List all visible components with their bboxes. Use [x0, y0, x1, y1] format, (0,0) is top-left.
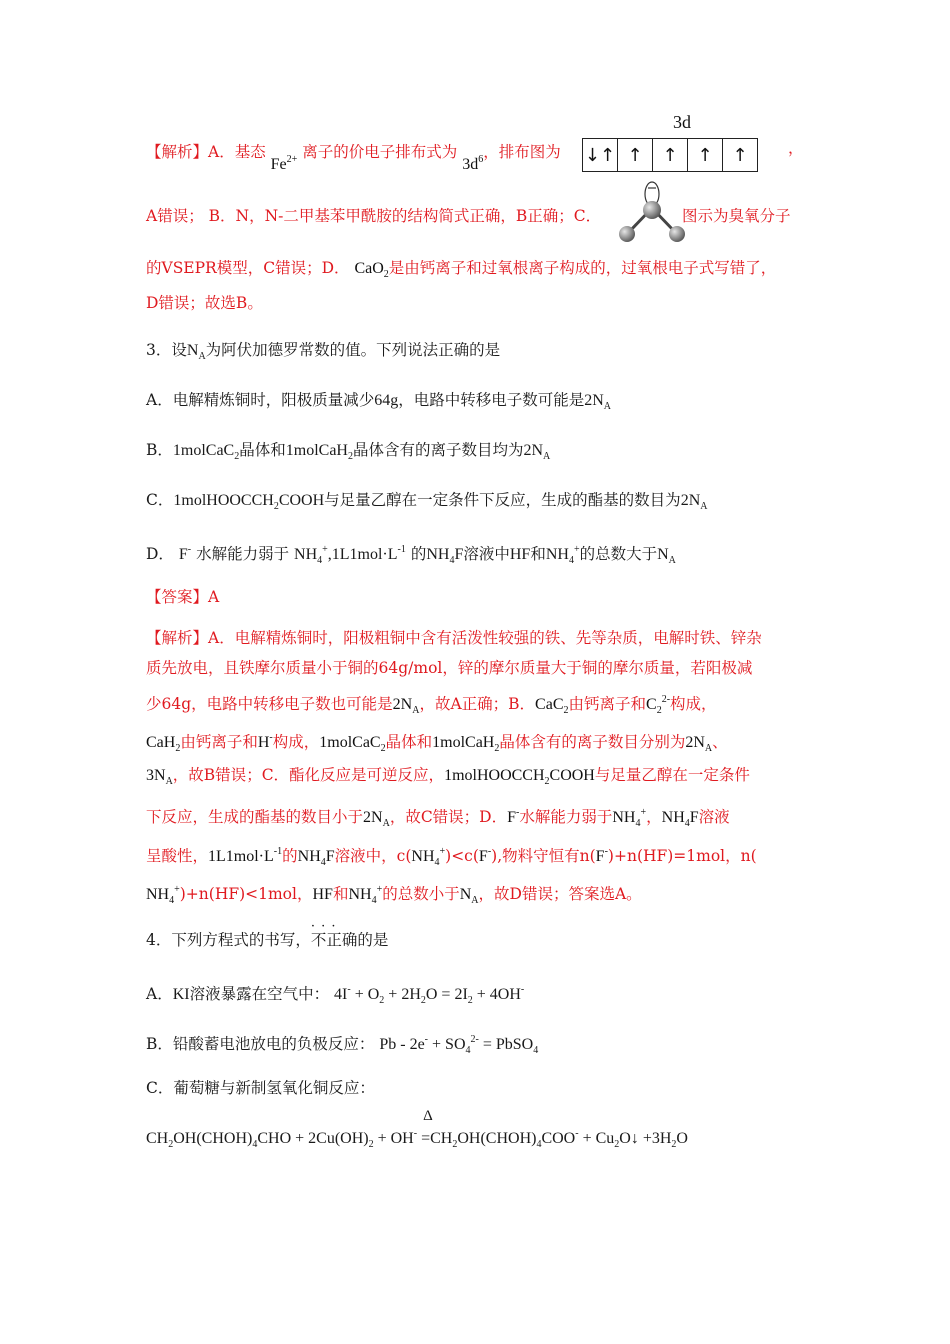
analysis-q2-line1: 【解析】A．基态 $Fe^{2+}$ 离子的价电子排布式为 $3d^6$，排布图为 ， [146, 139, 804, 173]
analysis-q3-line6: 下反应，生成的酯基的数目小于$2N_A$，故C错误；D．F-水解能力弱于$NH_4^+$，$NH_4F$溶液 [146, 807, 730, 829]
analysis-q3-line2: 质先放电，且铁摩尔质量小于铜的64g/mol，锌的摩尔质量大于铜的摩尔质量，若阳极减 [146, 659, 753, 677]
q3-answer: 【答案】A [146, 588, 220, 606]
orbital-cell: ↑ [732, 144, 748, 166]
q3-option-a: A．电解精炼铜时，阳极质量减少64g，电路中转移电子数可能是$2N_A$ [146, 391, 612, 412]
q4-option-c: C．葡萄糖与新制氢氧化铜反应： [146, 1079, 375, 1097]
q3-option-c: C．1molHOOCCH$_2$COOH与足量乙醇在一定条件下反应，生成的酯基的数目为$2N_A$ [146, 491, 708, 512]
q4-option-a: A．KI溶液暴露在空气中： $4I^- + O_2 + 2H_2O = 2I_2 + 4OH^-$ [146, 984, 525, 1006]
q4-option-c-equation: $CH_2OH(CHOH)_4CHO + 2Cu(OH)_2 + OH^-$ Δ $=CH_2OH(CHOH)_4COO^-$ + $Cu_2O↓ +3H_2O$ [146, 1108, 688, 1150]
analysis-q3-line1: 【解析】A．电解精炼铜时，阳极粗铜中含有活泼性较强的铁、先等杂质，电解时铁、锌杂 [146, 629, 762, 647]
analysis-q2-line2: A错误； B．N，N-二甲基苯甲酰胺的结构简式正确，B正确；C． 图示为臭氧分子 [146, 207, 791, 225]
analysis-q3-line3: 少64g，电路中转移电子数也可能是$2N_A$，故A正确；B．CaC$_2$由钙离子和$C_2^{2-}$构成， [146, 694, 717, 716]
analysis-q3-line5: $3N_A$，故B错误；C．酯化反应是可逆反应，1molHOOCCH$_2$COOH与足量乙醇在一定条件 [146, 766, 750, 787]
analysis-q2-line3: 的VSEPR模型，C错误；D． CaO$_2$是由钙离子和过氧根离子构成的，过氧根电子式写错了， [146, 259, 777, 280]
analysis-q3-line8: $NH_4^+)+n(HF)<1mol$，HF和$NH_4^+$的总数小于$N_A$，故D错误；答案选A。 [146, 884, 642, 906]
q3-option-b: B．1molCaC$_2$晶体和1molCaH$_2$晶体含有的离子数目均为$2N_A$ [146, 441, 551, 462]
orbital-diagram-label: 3d [673, 112, 691, 132]
q3-stem: 3．设$N_A$为阿伏加德罗常数的值。下列说法正确的是 [146, 341, 501, 362]
q4-option-b: B．铅酸蓄电池放电的负极反应： $Pb - 2e^- + SO_4^{2-}$ = PbSO$_4$ [146, 1034, 539, 1056]
q3-option-d: D． F- 水解能力弱于 $NH_4^+,1L1mol\cdot L^{-1}$ 的$NH_4F$溶液中HF和$NH_4^+$的总数大于$N_A$ [146, 544, 676, 566]
analysis-q2-line4: D错误；故选B。 [146, 294, 263, 312]
ozone-vsepr-model-icon [612, 180, 692, 244]
orbital-cell: ↓↑ [583, 139, 618, 171]
analysis-q3-line7: 呈酸性，$1L1mol\cdot L^{-1}$的$NH_4F$溶液中，$c(NH_4^+)<c(F^-)$,物料守恒有n(F-)+n(HF)=1mol，n( [146, 846, 757, 868]
analysis-q3-line4: CaH$_2$由钙离子和H-构成，1molCaC$_2$晶体和1molCaH$_2$晶体含有的离子数目分别为$2N_A$、 [146, 732, 728, 754]
analysis-tag: 【解析】 [146, 143, 209, 161]
orbital-cell: ↑ [653, 139, 688, 171]
orbital-cell: ↑ [688, 139, 723, 171]
q4-stem: 4．下列方程式的书写，· · · 不正确的是 [146, 930, 830, 950]
orbital-cell: ↑ [618, 139, 653, 171]
